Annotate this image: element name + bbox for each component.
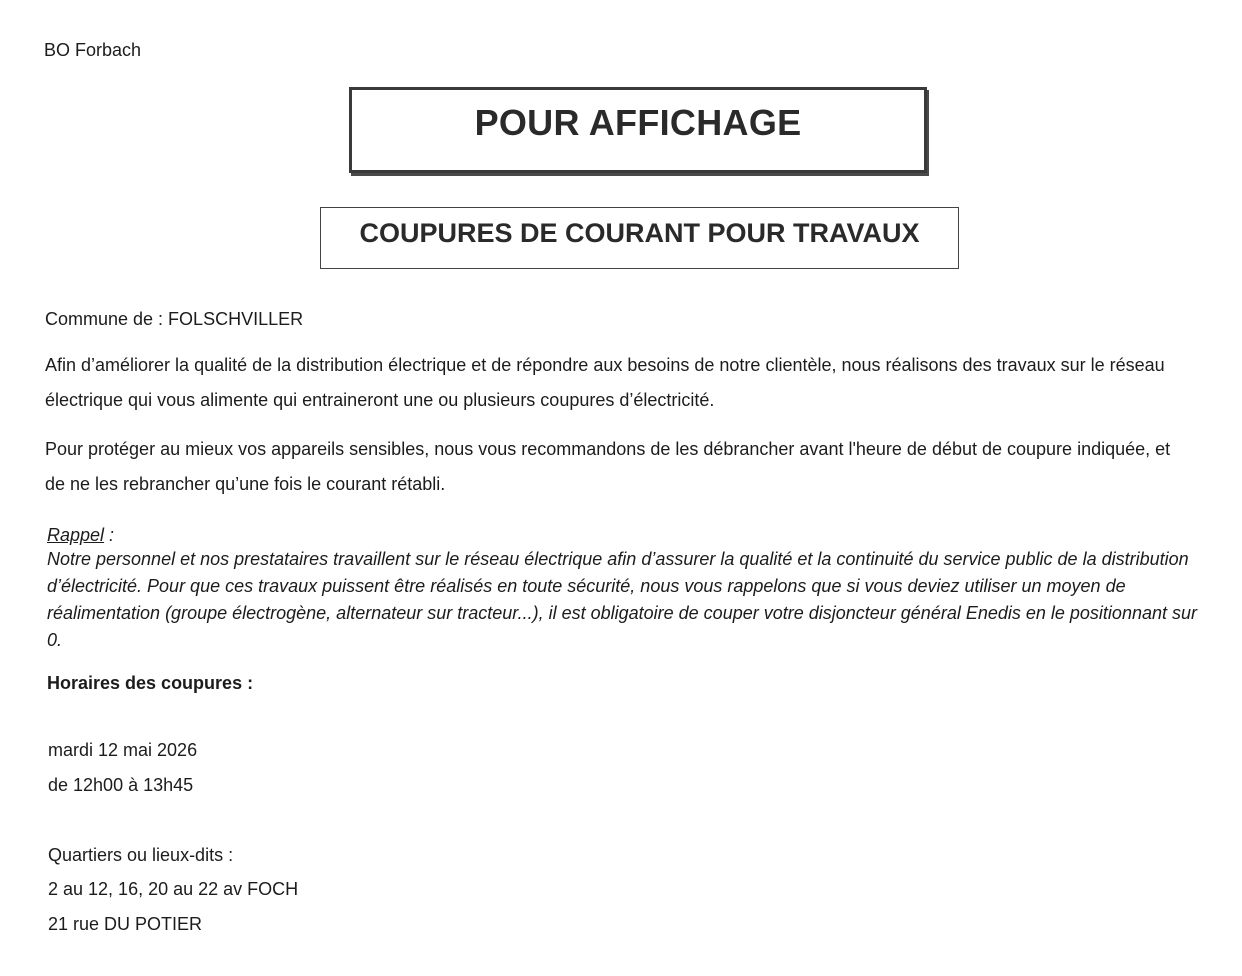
rappel-label: Rappel xyxy=(47,525,105,545)
commune-line: Commune de : FOLSCHVILLER xyxy=(45,309,304,329)
intro-paragraph: Afin d’améliorer la qualité de la distribution électrique et de répondre aux besoins de notre clientèle, nous réalisons des travaux sur le réseau électrique qui vous alimente qui entraineront une ou plusieurs coupures d’électricité. xyxy=(45,355,1165,410)
page-title: POUR AFFICHAGE xyxy=(474,102,802,143)
horaires-title: Horaires des coupures : xyxy=(47,673,254,693)
rappel-colon: : xyxy=(104,525,115,545)
subtitle-box xyxy=(320,207,959,269)
location-item: 21 rue DU POTIER xyxy=(48,914,203,934)
rappel-heading xyxy=(47,525,114,546)
outage-hours: de 12h00 à 13h45 xyxy=(48,775,194,795)
quartiers-label: Quartiers ou lieux-dits : xyxy=(48,845,234,865)
page-subtitle: COUPURES DE COURANT POUR TRAVAUX xyxy=(359,217,920,248)
title-box xyxy=(349,87,927,173)
sender-label: BO Forbach xyxy=(44,40,142,60)
location-item: 2 au 12, 16, 20 au 22 av FOCH xyxy=(48,879,299,899)
protection-paragraph: Pour protéger au mieux vos appareils sensibles, nous vous recommandons de les débrancher avant l'heure de début de coupure indiquée, et de ne les rebrancher qu’une fois le courant rétabli. xyxy=(45,439,1171,494)
rappel-text: Notre personnel et nos prestataires travaillent sur le réseau électrique afin d’assurer la qualité et la continuité du service public de la distribution d’électricité. Pour que ces travaux puissent être réalisés en toute sécurité, nous vous rappelons que si vous deviez utiliser un moyen de réalimentation (groupe électrogène, alternateur sur tracteur...), il est obligatoire de couper votre disjoncteur général Enedis en le positionnant sur 0. xyxy=(47,549,1197,650)
outage-date: mardi 12 mai 2026 xyxy=(48,740,198,760)
